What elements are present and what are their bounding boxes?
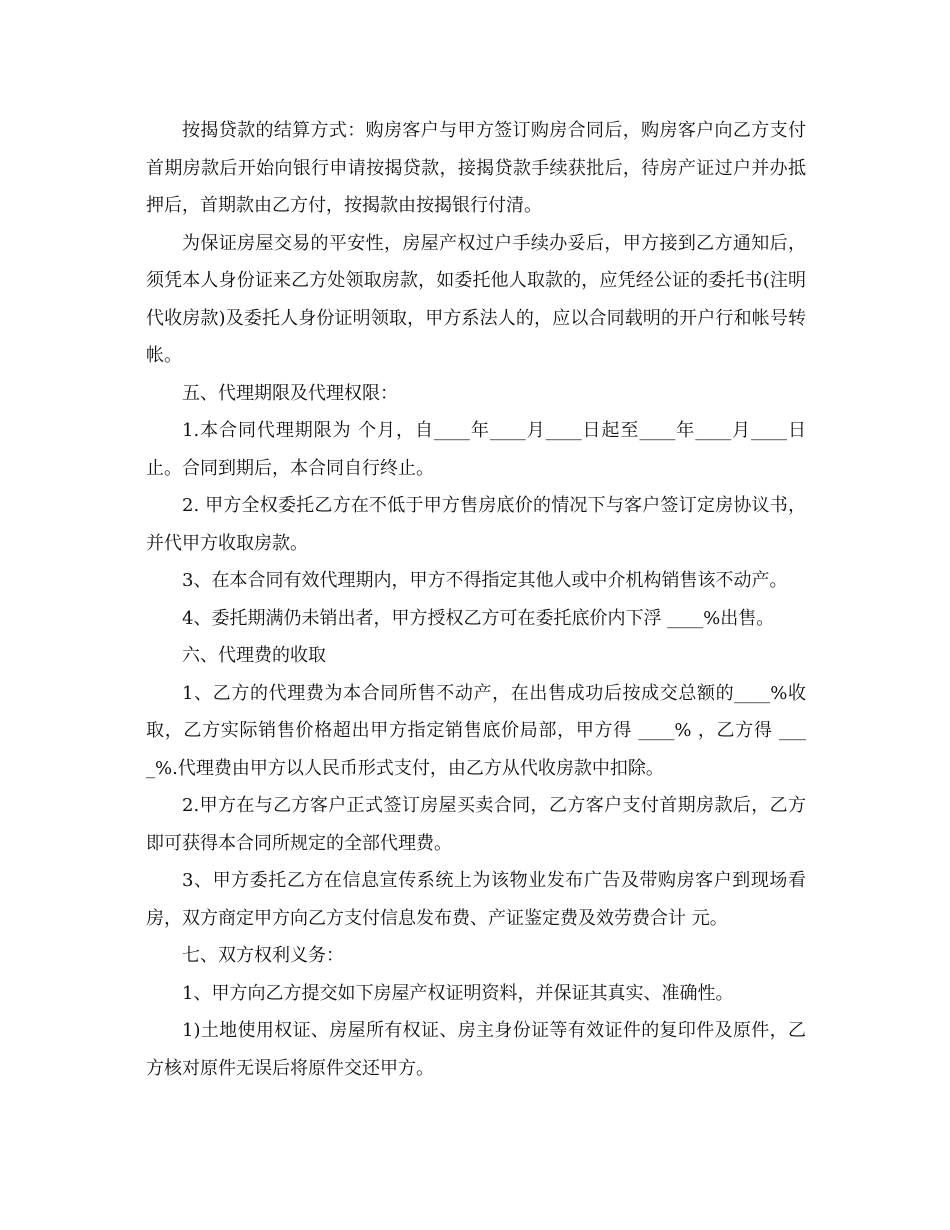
paragraph-agency-period: 1.本合同代理期限为 个月，自____年____月____日起至____年____月____日止。合同到期后，本合同自行终止。: [146, 420, 806, 479]
paragraph-price-reduction: 4、委托期满仍未销出者，甲方授权乙方可在委托底价内下浮 ____%出售。: [182, 607, 775, 629]
paragraph-advertising-fee: 3、甲方委托乙方在信息宣传系统上为该物业发布广告及带购房客户到现场看房，双方商定甲方向乙方支付信息发布费、产证鉴定费及效劳费合计 元。: [146, 870, 806, 929]
paragraph-settlement-method: 按揭贷款的结算方式：购房客户与甲方签订购房合同后，购房客户向乙方支付首期房款后开始向银行申请按揭贷款，接揭贷款手续获批后，待房产证过户并办抵押后，首期款由乙方付，按揭款由按揭银行付清。: [146, 120, 806, 216]
paragraph-fee-rate: 1、乙方的代理费为本合同所售不动产，在出售成功后按成交总额的____%收取，乙方实际销售价格超出甲方指定销售底价局部，甲方得 ____% ，乙方得 ____%.代理费由甲方以人民币形式支付，由乙方从代收房款中扣除。: [146, 682, 806, 779]
section-heading-agency-fee: 六、代理费的收取: [182, 645, 326, 666]
paragraph-ownership-documents: 1、甲方向乙方提交如下房屋产权证明资料，并保证其真实、准确性。: [182, 982, 734, 1004]
paragraph-fee-entitlement: 2.甲方在与乙方客户正式签订房屋买卖合同，乙方客户支付首期房款后，乙方即可获得本合同所规定的全部代理费。: [146, 795, 806, 854]
paragraph-certificate-list: 1)土地使用权证、房屋所有权证、房主身份证等有效证件的复印件及原件，乙方核对原件无误后将原件交还甲方。: [146, 1020, 806, 1079]
paragraph-full-authorization: 2. 甲方全权委托乙方在不低于甲方售房底价的情况下与客户签订定房协议书，并代甲方收取房款。: [146, 495, 806, 554]
section-heading-agency-term: 五、代理期限及代理权限：: [182, 382, 398, 404]
paragraph-transaction-safety: 为保证房屋交易的平安性，房屋产权过户手续办妥后，甲方接到乙方通知后，须凭本人身份证来乙方处领取房款，如委托他人取款的，应凭经公证的委托书(注明代收房款)及委托人身份证明领取，甲方系法人的，应以合同载明的开户行和帐号转帐。: [146, 232, 806, 366]
section-heading-rights-obligations: 七、双方权利义务：: [182, 945, 344, 966]
document-body: [146, 112, 806, 1087]
paragraph-exclusive-agency: 3、在本合同有效代理期内，甲方不得指定其他人或中介机构销售该不动产。: [182, 570, 788, 591]
